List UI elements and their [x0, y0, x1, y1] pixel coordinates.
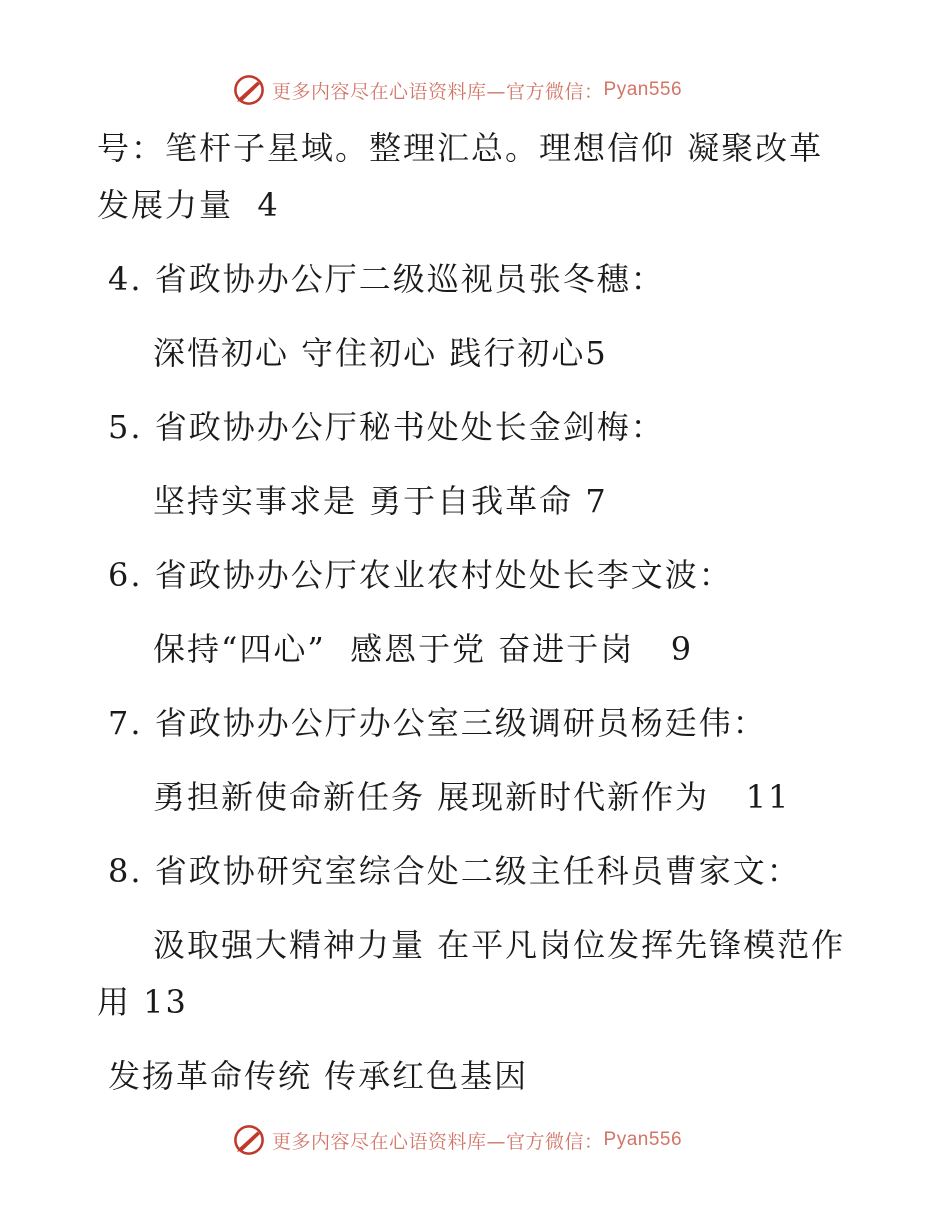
pen-logo-icon	[232, 1123, 266, 1157]
section-heading: 发扬革命传统 传承红色基因	[108, 1057, 529, 1095]
toc-item-7-title: 7. 省政协办公厅办公室三级调研员杨廷伟：	[108, 704, 767, 742]
toc-line-1: 号：笔杆子星域。整理汇总。理想信仰 凝聚改革	[97, 129, 824, 167]
watermark-text: 更多内容尽在心语资料库—官方微信：	[272, 80, 604, 103]
watermark-wechat-id: Pyan556	[603, 1129, 683, 1150]
toc-item-8-subtitle-cont: 用 13	[97, 983, 188, 1021]
watermark-header	[232, 72, 682, 108]
watermark-footer	[232, 1122, 682, 1158]
toc-line-2: 发展力量 4	[97, 186, 280, 224]
toc-item-5-subtitle: 坚持实事求是 勇于自我革命 7	[153, 482, 608, 520]
toc-item-5-title: 5. 省政协办公厅秘书处处长金剑梅：	[108, 408, 665, 446]
pen-logo-icon	[232, 73, 266, 107]
watermark-text: 更多内容尽在心语资料库—官方微信：	[272, 1130, 604, 1153]
toc-item-4-title: 4. 省政协办公厅二级巡视员张冬穗：	[108, 260, 665, 298]
toc-item-6-subtitle: 保持“四心” 感恩于党 奋进于岗 9	[153, 630, 694, 668]
toc-item-7-subtitle: 勇担新使命新任务 展现新时代新作为 11	[153, 778, 791, 816]
toc-item-8-title: 8. 省政协研究室综合处二级主任科员曹家文：	[108, 852, 801, 890]
toc-item-4-subtitle: 深悟初心 守住初心 践行初心5	[153, 334, 608, 372]
watermark-wechat-id: Pyan556	[603, 79, 683, 100]
toc-item-8-subtitle: 汲取强大精神力量 在平凡岗位发挥先锋模范作	[153, 926, 846, 964]
toc-item-6-title: 6. 省政协办公厅农业农村处处长李文波：	[108, 556, 733, 594]
